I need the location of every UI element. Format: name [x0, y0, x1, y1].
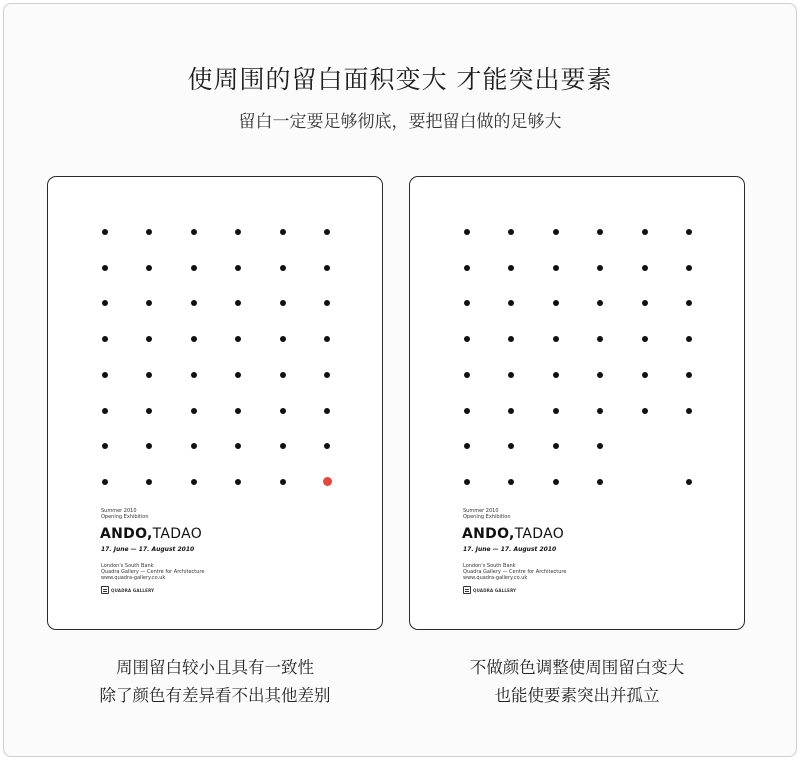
grid-dot [508, 479, 514, 485]
grid-dot [686, 300, 692, 306]
grid-dot [235, 229, 241, 235]
grid-dot [191, 479, 197, 485]
grid-dot [280, 229, 286, 235]
venue-line-1: London's South Bank [463, 563, 516, 569]
grid-dot [597, 265, 603, 271]
grid-dot [280, 372, 286, 378]
grid-dot [146, 229, 152, 235]
website: www.quadra-gallery.co.uk [101, 575, 166, 581]
poster-name [462, 526, 564, 542]
grid-dot [464, 443, 470, 449]
grid-dot [686, 229, 692, 235]
event-line-2: Opening Exhibition [101, 514, 149, 520]
poster-dates: 17. June — 17. August 2010 [463, 546, 557, 553]
grid-dot [642, 408, 648, 414]
grid-dot [324, 336, 330, 342]
grid-dot [508, 372, 514, 378]
grid-dot [553, 336, 559, 342]
dot-grid [48, 177, 384, 631]
gallery-logo-icon [463, 586, 471, 594]
grid-dot [508, 265, 514, 271]
caption-line-2: 除了颜色有差异看不出其他差别 [99, 686, 331, 705]
grid-dot [191, 300, 197, 306]
grid-dot [235, 300, 241, 306]
grid-dot [597, 479, 603, 485]
grid-dot [642, 372, 648, 378]
grid-dot [553, 372, 559, 378]
grid-dot [553, 265, 559, 271]
grid-dot [464, 372, 470, 378]
grid-dot [464, 300, 470, 306]
grid-dot [597, 229, 603, 235]
grid-dot [324, 443, 330, 449]
grid-dot [146, 408, 152, 414]
caption-line-2: 也能使要素突出并孤立 [494, 686, 660, 705]
grid-dot [597, 336, 603, 342]
grid-dot [553, 408, 559, 414]
grid-dot [146, 479, 152, 485]
grid-dot [191, 408, 197, 414]
gallery-logo-icon [101, 586, 109, 594]
grid-dot [146, 336, 152, 342]
grid-dot [464, 229, 470, 235]
grid-dot [508, 408, 514, 414]
grid-dot [686, 265, 692, 271]
grid-dot [235, 372, 241, 378]
caption-right [409, 654, 745, 710]
grid-dot [597, 408, 603, 414]
grid-dot [324, 229, 330, 235]
caption-left [47, 654, 383, 710]
grid-dot [146, 443, 152, 449]
grid-dot [146, 300, 152, 306]
grid-dot [191, 336, 197, 342]
grid-dot [597, 372, 603, 378]
poster-left [47, 176, 383, 630]
grid-dot [642, 300, 648, 306]
grid-dot [642, 265, 648, 271]
grid-dot [508, 443, 514, 449]
grid-dot [146, 372, 152, 378]
poster-name [100, 526, 202, 542]
grid-dot [235, 408, 241, 414]
grid-dot [464, 479, 470, 485]
gallery-logo-text: QUADRA GALLERY [111, 587, 155, 593]
grid-dot [235, 479, 241, 485]
grid-dot [324, 372, 330, 378]
event-line-2: Opening Exhibition [463, 514, 511, 520]
grid-dot [235, 265, 241, 271]
poster-right [409, 176, 745, 630]
grid-dot [280, 336, 286, 342]
grid-dot [235, 443, 241, 449]
poster-dates: 17. June — 17. August 2010 [101, 546, 195, 553]
grid-dot [508, 229, 514, 235]
grid-dot [102, 229, 108, 235]
grid-dot [102, 408, 108, 414]
name-last: TADAO [152, 526, 203, 542]
grid-dot [553, 300, 559, 306]
dot-grid [410, 177, 746, 631]
grid-dot [280, 479, 286, 485]
gallery-logo-text: QUADRA GALLERY [473, 587, 517, 593]
grid-dot [464, 336, 470, 342]
grid-dot [597, 300, 603, 306]
website: www.quadra-gallery.co.uk [463, 575, 528, 581]
grid-dot [642, 336, 648, 342]
event-line-1: Summer 2010 [463, 508, 499, 514]
grid-dot [464, 265, 470, 271]
grid-dot [686, 408, 692, 414]
grid-dot [280, 443, 286, 449]
venue-line-2: Quadra Gallery — Centre for Architecture [463, 569, 567, 575]
gallery-logo [463, 586, 516, 594]
grid-dot [191, 372, 197, 378]
grid-dot [280, 300, 286, 306]
venue-line-1: London's South Bank [101, 563, 154, 569]
grid-dot [146, 265, 152, 271]
grid-dot [191, 229, 197, 235]
grid-dot [102, 479, 108, 485]
caption-line-1: 周围留白较小且具有一致性 [116, 658, 314, 677]
grid-dot [324, 300, 330, 306]
grid-dot [102, 300, 108, 306]
grid-dot [324, 408, 330, 414]
grid-dot [508, 300, 514, 306]
grid-dot [508, 336, 514, 342]
name-first: ANDO, [100, 526, 153, 542]
grid-dot [280, 408, 286, 414]
grid-dot [642, 229, 648, 235]
page-subtitle: 留白一定要足够彻底，要把留白做的足够大 [238, 112, 562, 132]
grid-dot [280, 265, 286, 271]
grid-dot [191, 443, 197, 449]
grid-dot [553, 479, 559, 485]
grid-dot [324, 265, 330, 271]
grid-dot [191, 265, 197, 271]
venue-line-2: Quadra Gallery — Centre for Architecture [101, 569, 205, 575]
grid-dot [102, 443, 108, 449]
grid-dot [102, 372, 108, 378]
grid-dot [686, 372, 692, 378]
grid-dot [597, 443, 603, 449]
page-title: 使周围的留白面积变大 才能突出要素 [187, 65, 613, 94]
name-last: TADAO [514, 526, 565, 542]
grid-dot [686, 479, 692, 485]
event-line-1: Summer 2010 [101, 508, 137, 514]
name-first: ANDO, [462, 526, 515, 542]
grid-dot [102, 336, 108, 342]
grid-dot [464, 408, 470, 414]
gallery-logo [101, 586, 154, 594]
grid-dot [102, 265, 108, 271]
caption-line-1: 不做颜色调整使周围留白变大 [469, 658, 685, 677]
grid-dot [686, 336, 692, 342]
grid-dot [235, 336, 241, 342]
grid-dot [553, 229, 559, 235]
highlight-dot [323, 477, 332, 486]
grid-dot [553, 443, 559, 449]
